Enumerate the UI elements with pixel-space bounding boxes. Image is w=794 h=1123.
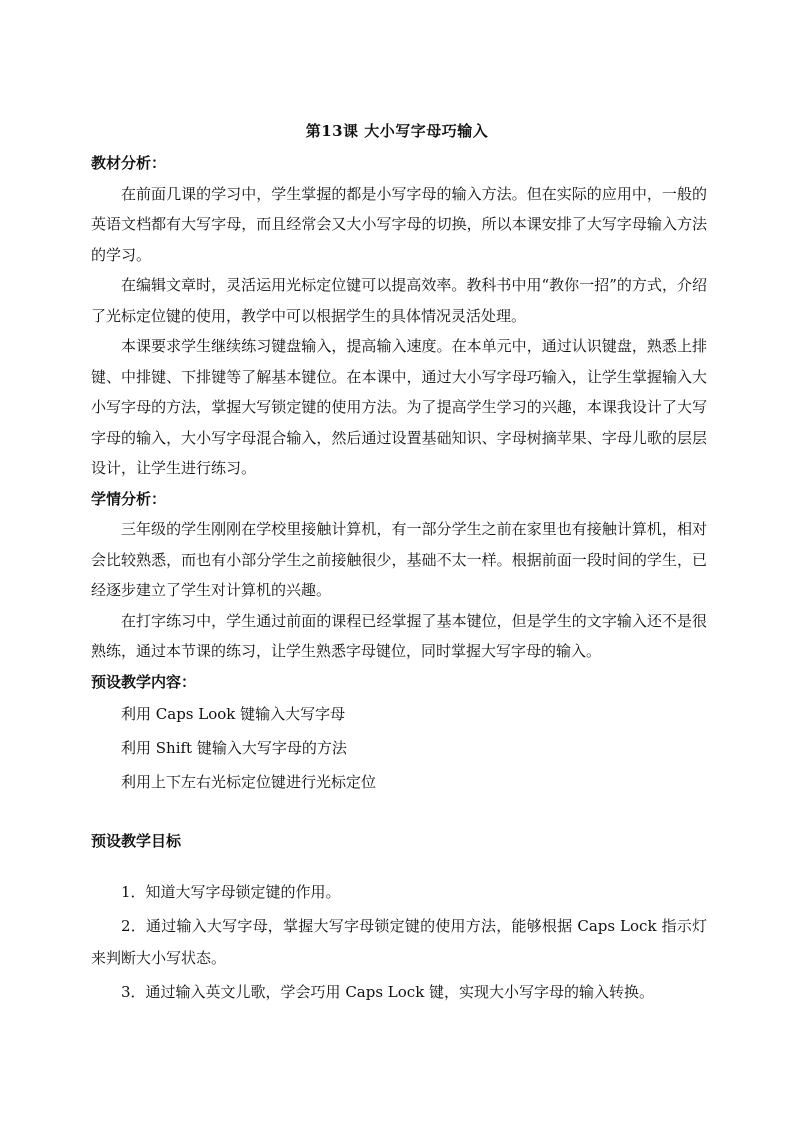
paragraph: 在编辑文章时，灵活运用光标定位键可以提高效率。教科书中用“教你一招”的方式，介绍了光标定位键的使用，教学中可以根据学生的具体情况灵活处理。: [91, 276, 707, 325]
paragraph: 三年级的学生刚刚在学校里接触计算机，有一部分学生之前在家里也有接触计算机，相对会比较熟悉，而也有小部分学生之前接触很少，基础不太一样。根据前面一段时间的学生，已经逐步建立了学生对计算机的兴趣。: [91, 520, 707, 599]
goal-item: 1．知道大写字母锁定键的作用。: [121, 883, 341, 901]
section-spacer: [91, 799, 707, 823]
paragraph: 本课要求学生继续练习键盘输入，提高输入速度。在本单元中，通过认识键盘，熟悉上排键、中排键、下排键等了解基本键位。在本课中，通过大小写字母巧输入，让学生掌握输入大小写字母的方法，掌握大写锁定键的使用方法。为了提高学生学习的兴趣，本课我设计了大写字母的输入，大小写字母混合输入，然后通过设置基础知识、字母树摘苹果、字母儿歌的层层设计，让学生进行练习。: [91, 337, 707, 477]
section-heading-materials: 教材分析：: [91, 154, 167, 172]
section-heading-goals: 预设教学目标: [91, 832, 182, 850]
document-body: [91, 148, 707, 1010]
paragraph: 在前面几课的学习中，学生掌握的都是小写字母的输入方法。但在实际的应用中，一般的英语文档都有大写字母，而且经常会又大小写字母的切换，所以本课安排了大写字母输入方法的学习。: [91, 184, 707, 264]
paragraph: 在打字练习中，学生通过前面的课程已经掌握了基本键位，但是学生的文字输入还不是很熟练，通过本节课的练习，让学生熟悉字母键位，同时掌握大写字母的输入。: [91, 611, 707, 660]
section-heading-learners: 学情分析：: [91, 489, 167, 508]
content-item: 利用 Shift 键输入大写字母的方法: [121, 739, 347, 757]
content-item: 利用上下左右光标定位键进行光标定位: [121, 773, 377, 791]
section-heading-content: 预设教学内容：: [91, 672, 197, 691]
document-title: 第13课 大小写字母巧输入: [305, 122, 489, 140]
goal-item: 2．通过输入大写字母，掌握大写字母锁定键的使用方法，能够根据 Caps Lock 指示灯来判断大小写状态。: [91, 917, 707, 967]
goal-item: 3．通过输入英文儿歌，学会巧用 Caps Lock 键，实现大小写字母的输入转换。: [121, 983, 655, 1001]
content-item: 利用 Caps Look 键输入大写字母: [121, 705, 346, 723]
